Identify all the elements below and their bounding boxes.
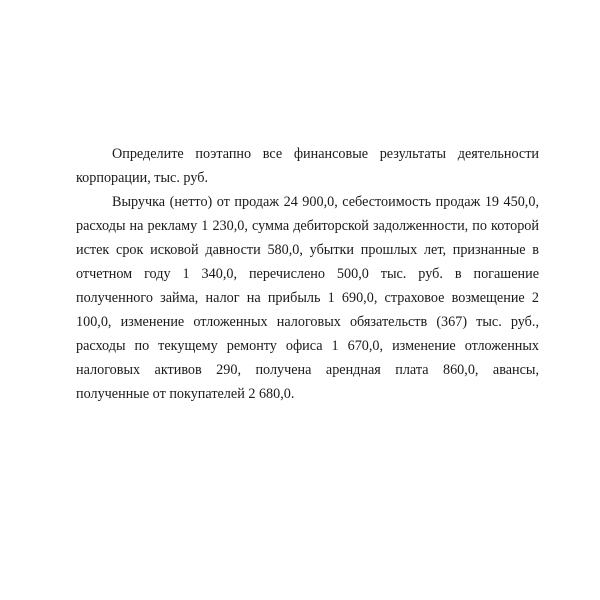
document-page [76,142,539,406]
task-instruction-paragraph: Определите поэтапно все финансовые результаты деятельности корпорации, тыс. руб. [76,146,539,186]
task-data-paragraph: Выручка (нетто) от продаж 24 900,0, себестоимость продаж 19 450,0, расходы на рекламу 1 230,0, сумма дебиторской задолженности, по которой истек срок исковой давности 580,0, убытки прошлых лет, признанные в отчетном году 1 340,0, перечислено 500,0 тыс. руб. в погашение полученного займа, налог на прибыль 1 690,0, страховое возмещение 2 100,0, изменение отложенных налоговых обязательств (367) тыс. руб., расходы по текущему ремонту офиса 1 670,0, изменение отложенных налоговых активов 290, получена арендная плата 860,0, авансы, полученные от покупателей 2 680,0. [76,194,539,402]
